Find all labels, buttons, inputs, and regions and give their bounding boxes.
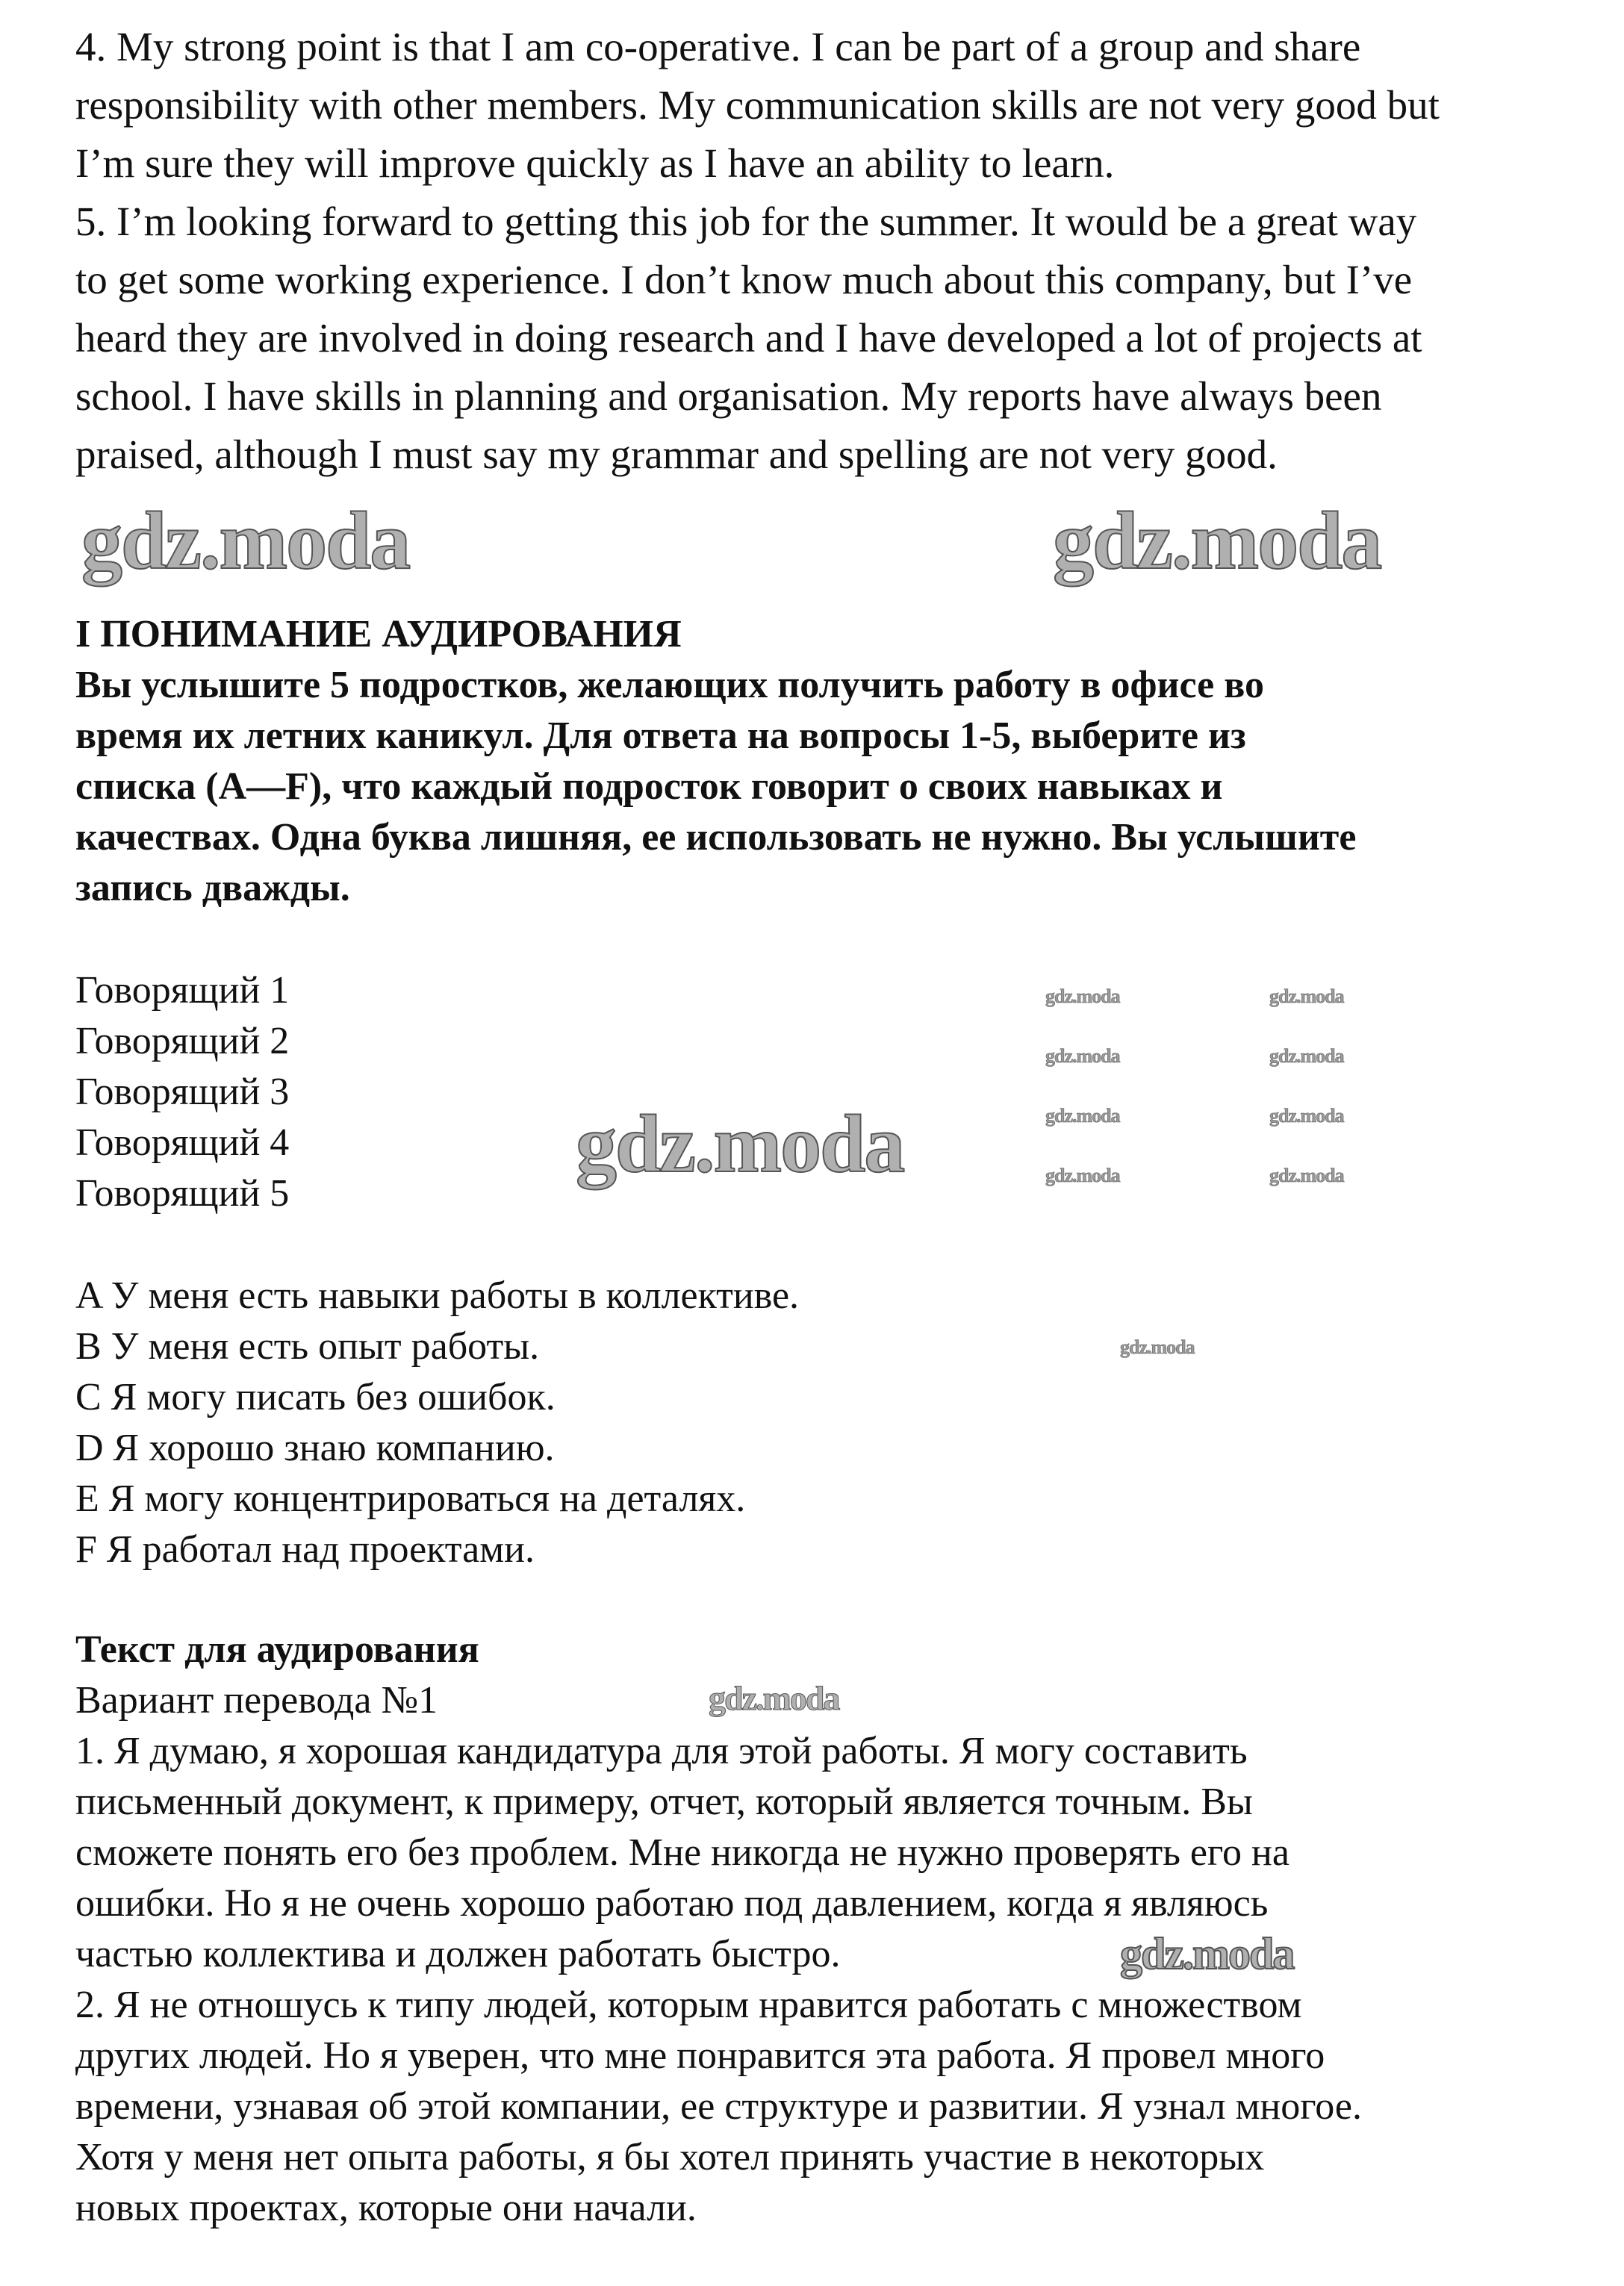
english-paragraphs xyxy=(75,18,1440,484)
option-item: C Я могу писать без ошибок. xyxy=(75,1376,556,1418)
text-line: I’m sure they will improve quickly as I have an ability to learn. xyxy=(75,140,1115,186)
watermark-logo: gdz.moda xyxy=(1269,1105,1344,1127)
instruction-line: Вы услышите 5 подростков, желающих получить работу в офисе во xyxy=(75,664,1264,706)
instruction-line: время их летних каникул. Для ответа на вопросы 1-5, выберите из xyxy=(75,714,1246,757)
translation-line: новых проектах, которые они начали. xyxy=(75,2187,697,2229)
watermark-logo: gdz.moda xyxy=(1045,1105,1120,1127)
instruction-line: списка (A—F), что каждый подросток говорит о своих навыках и xyxy=(75,765,1223,808)
translation-line: других людей. Но я уверен, что мне понравится эта работа. Я провел много xyxy=(75,2034,1325,2077)
translation-line: частью коллектива и должен работать быстро. xyxy=(75,1933,841,1975)
instruction-line: качествах. Одна буква лишняя, ее использовать не нужно. Вы услышите xyxy=(75,816,1357,859)
variant-label: Вариант перевода №1 xyxy=(75,1679,438,1722)
translation-line: ошибки. Но я не очень хорошо работаю под давлением, когда я являюсь xyxy=(75,1882,1269,1925)
translation-line: сможете понять его без проблем. Мне никогда не нужно проверять его на xyxy=(75,1831,1289,1874)
speaker-item: Говорящий 2 xyxy=(75,1020,290,1062)
watermark-logo: gdz.moda xyxy=(1053,495,1381,586)
listening-title: Текст для аудирования xyxy=(75,1628,479,1671)
text-line: heard they are involved in doing research and I have developed a lot of projects at xyxy=(75,315,1422,361)
speakers-list xyxy=(75,965,289,1219)
option-item: F Я работал над проектами. xyxy=(75,1528,535,1571)
watermark-logo: gdz.moda xyxy=(709,1679,839,1717)
option-item: E Я могу концентрироваться на деталях. xyxy=(75,1477,746,1520)
watermark-logo: gdz.moda xyxy=(576,1098,904,1189)
option-item: A У меня есть навыки работы в коллективе. xyxy=(75,1274,800,1317)
watermark-logo: gdz.moda xyxy=(1045,985,1120,1007)
options-list xyxy=(75,1271,799,1575)
speaker-item: Говорящий 5 xyxy=(75,1172,290,1215)
translation-line: Хотя у меня нет опыта работы, я бы хотел принять участие в некоторых xyxy=(75,2136,1265,2178)
text-line: responsibility with other members. My communication skills are not very good but xyxy=(75,82,1440,128)
option-item: D Я хорошо знаю компанию. xyxy=(75,1427,555,1469)
text-line: praised, although I must say my grammar and spelling are not very good. xyxy=(75,432,1278,477)
watermark-logo: gdz.moda xyxy=(1045,1045,1120,1067)
text-line: school. I have skills in planning and organisation. My reports have always been xyxy=(75,373,1382,419)
speaker-item: Говорящий 3 xyxy=(75,1071,290,1113)
section-heading-block xyxy=(75,609,1356,914)
watermark-logo: gdz.moda xyxy=(1120,1336,1195,1358)
speaker-item: Говорящий 4 xyxy=(75,1121,290,1164)
translation-line: 2. Я не отношусь к типу людей, которым нравится работать с множеством xyxy=(75,1984,1302,2026)
instruction-line: запись дважды. xyxy=(75,867,350,909)
translation-line: письменный документ, к примеру, отчет, который является точным. Вы xyxy=(75,1781,1253,1823)
text-line: to get some working experience. I don’t know much about this company, but I’ve xyxy=(75,257,1413,302)
option-item: B У меня есть опыт работы. xyxy=(75,1325,540,1368)
watermark-logo: gdz.moda xyxy=(81,495,410,586)
translation-line: времени, узнавая об этой компании, ее структуре и развитии. Я узнал многое. xyxy=(75,2085,1363,2128)
speaker-item: Говорящий 1 xyxy=(75,969,290,1012)
watermark-logo: gdz.moda xyxy=(1269,1165,1344,1186)
watermark-logo: gdz.moda xyxy=(1120,1929,1294,1978)
translation-line: 1. Я думаю, я хорошая кандидатура для этой работы. Я могу составить xyxy=(75,1730,1248,1772)
watermark-logo: gdz.moda xyxy=(1269,985,1344,1007)
section-title: I ПОНИМАНИЕ АУДИРОВАНИЯ xyxy=(75,613,682,655)
text-line: 4. My strong point is that I am co-operative. I can be part of a group and share xyxy=(75,24,1361,69)
text-line: 5. I’m looking forward to getting this job for the summer. It would be a great way xyxy=(75,199,1417,244)
watermark-logo: gdz.moda xyxy=(1045,1165,1120,1186)
watermark-logo: gdz.moda xyxy=(1269,1045,1344,1067)
